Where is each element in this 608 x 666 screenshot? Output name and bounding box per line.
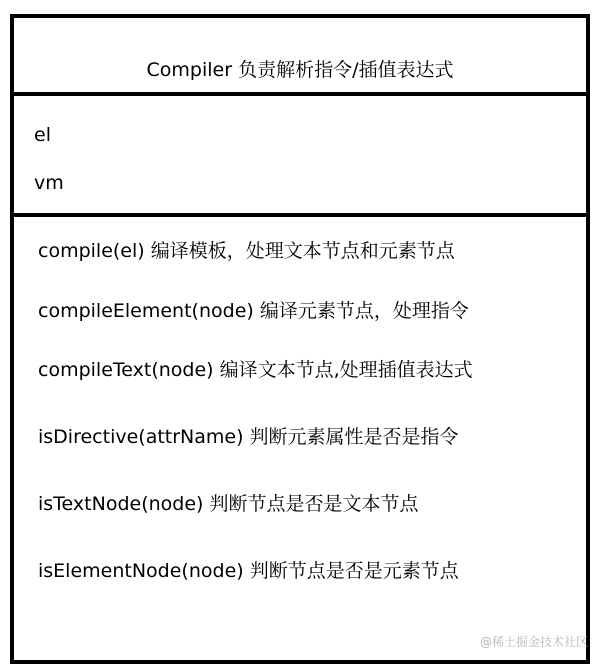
field-el: el xyxy=(34,124,51,146)
method-is-directive: isDirective(attrName) 判断元素属性是否是指令 xyxy=(38,426,459,448)
method-compile: compile(el) 编译模板，处理文本节点和元素节点 xyxy=(38,240,455,262)
method-compile-element: compileElement(node) 编译元素节点，处理指令 xyxy=(38,300,469,322)
section-divider xyxy=(14,92,586,96)
method-is-element-node: isElementNode(node) 判断节点是否是元素节点 xyxy=(38,560,459,582)
watermark: @稀土掘金技术社区 xyxy=(479,635,588,649)
field-vm: vm xyxy=(34,172,64,194)
section-divider xyxy=(14,213,586,217)
method-compile-text: compileText(node) 编译文本节点,处理插值表达式 xyxy=(38,359,473,381)
class-title: Compiler 负责解析指令/插值表达式 xyxy=(146,59,454,81)
method-is-text-node: isTextNode(node) 判断节点是否是文本节点 xyxy=(38,493,419,515)
class-box xyxy=(10,14,590,664)
